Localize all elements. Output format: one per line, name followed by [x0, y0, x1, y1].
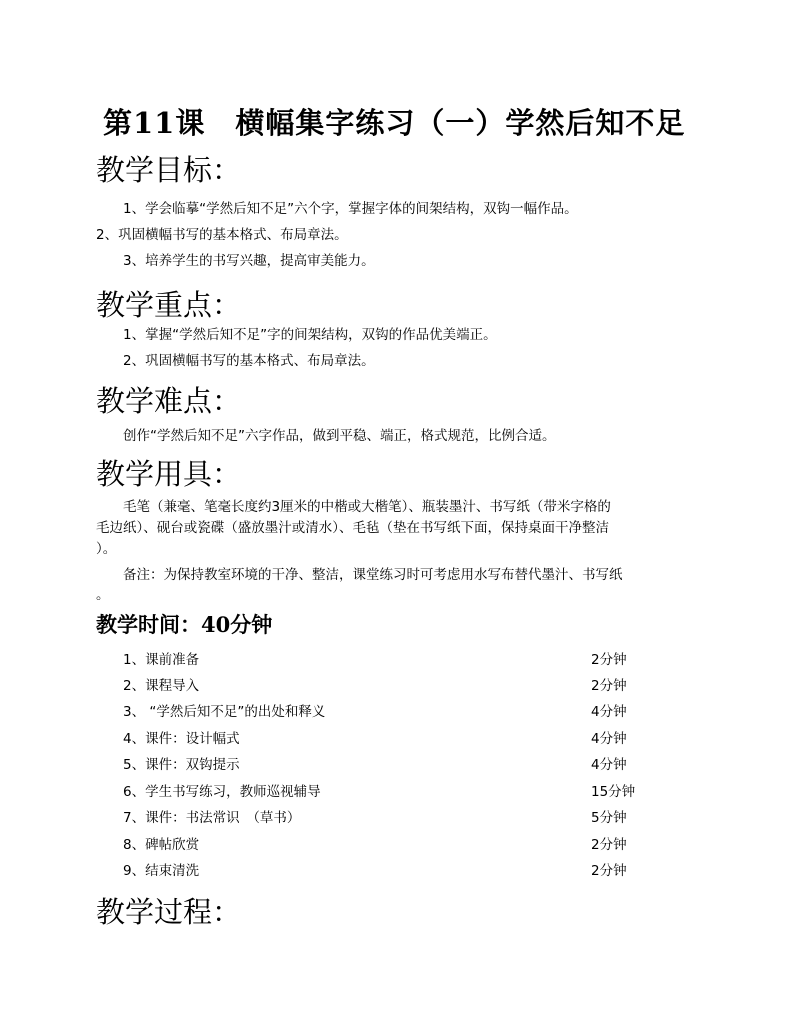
tools-line-1: 毛笔（兼毫、笔毫长度约3厘米的中楷或大楷笔）、瓶装墨汁、书写纸（带米字格的 — [123, 499, 611, 515]
schedule-duration: 4分钟 — [591, 731, 627, 747]
tools-line-3: ）。 — [96, 541, 117, 557]
key-point-line-1: 1、掌握“学然后知不足”字的间架结构，双钩的作品优美端正。 — [123, 327, 497, 343]
schedule-item: 7、课件：书法常识 （草书） — [123, 810, 301, 826]
lesson-title: 第11课 横幅集字练习（一）学然后知不足 — [103, 106, 686, 140]
schedule-item: 5、课件：双钩提示 — [123, 757, 240, 773]
tools-line-2: 毛边纸）、砚台或瓷碟（盛放墨汁或清水）、毛毡（垫在书写纸下面，保持桌面干净整洁 — [96, 520, 609, 536]
key-point-line-2: 2、巩固横幅书写的基本格式、布局章法。 — [123, 353, 375, 369]
key-points-heading: 教学重点： — [96, 288, 242, 322]
schedule-row — [123, 806, 643, 826]
schedule-item: 4、课件：设计幅式 — [123, 731, 240, 747]
schedule-row — [123, 859, 643, 879]
tools-note-line-1: 备注：为保持教室环境的干净、整洁，课堂练习时可考虑用水写布替代墨汁、书写纸 — [123, 567, 623, 583]
schedule-duration: 2分钟 — [591, 652, 627, 668]
schedule-duration: 2分钟 — [591, 863, 627, 879]
schedule-row — [123, 700, 643, 720]
schedule-row — [123, 674, 643, 694]
schedule-item: 6、学生书写练习，教师巡视辅导 — [123, 784, 321, 800]
schedule-item: 9、结束清洗 — [123, 863, 200, 879]
schedule-item: 3、 “学然后知不足”的出处和释义 — [123, 704, 326, 720]
schedule-item: 8、碑帖欣赏 — [123, 837, 200, 853]
schedule-item: 2、课程导入 — [123, 678, 200, 694]
time-heading: 教学时间：40分钟 — [96, 612, 273, 637]
schedule-duration: 4分钟 — [591, 704, 627, 720]
schedule-row — [123, 780, 643, 800]
difficulty-line-1: 创作“学然后知不足”六字作品，做到平稳、端正，格式规范，比例合适。 — [123, 428, 556, 444]
schedule-row — [123, 833, 643, 853]
schedule-row — [123, 753, 643, 773]
schedule-duration: 5分钟 — [591, 810, 627, 826]
objective-line-3: 3、培养学生的书写兴趣，提高审美能力。 — [123, 253, 375, 269]
objectives-heading: 教学目标： — [96, 153, 242, 187]
schedule-duration: 2分钟 — [591, 837, 627, 853]
schedule-row — [123, 727, 643, 747]
tools-note-line-2: 。 — [96, 587, 110, 603]
objective-line-1: 1、学会临摹“学然后知不足”六个字，掌握字体的间架结构，双钩一幅作品。 — [123, 201, 578, 217]
schedule-duration: 4分钟 — [591, 757, 627, 773]
schedule-row — [123, 648, 643, 668]
schedule-duration: 15分钟 — [591, 784, 636, 800]
objective-line-2: 2、巩固横幅书写的基本格式、布局章法。 — [96, 227, 348, 243]
schedule-item: 1、课前准备 — [123, 652, 200, 668]
tools-heading: 教学用具： — [96, 457, 242, 491]
schedule-duration: 2分钟 — [591, 678, 627, 694]
process-heading: 教学过程： — [96, 895, 242, 929]
difficulties-heading: 教学难点： — [96, 384, 242, 418]
